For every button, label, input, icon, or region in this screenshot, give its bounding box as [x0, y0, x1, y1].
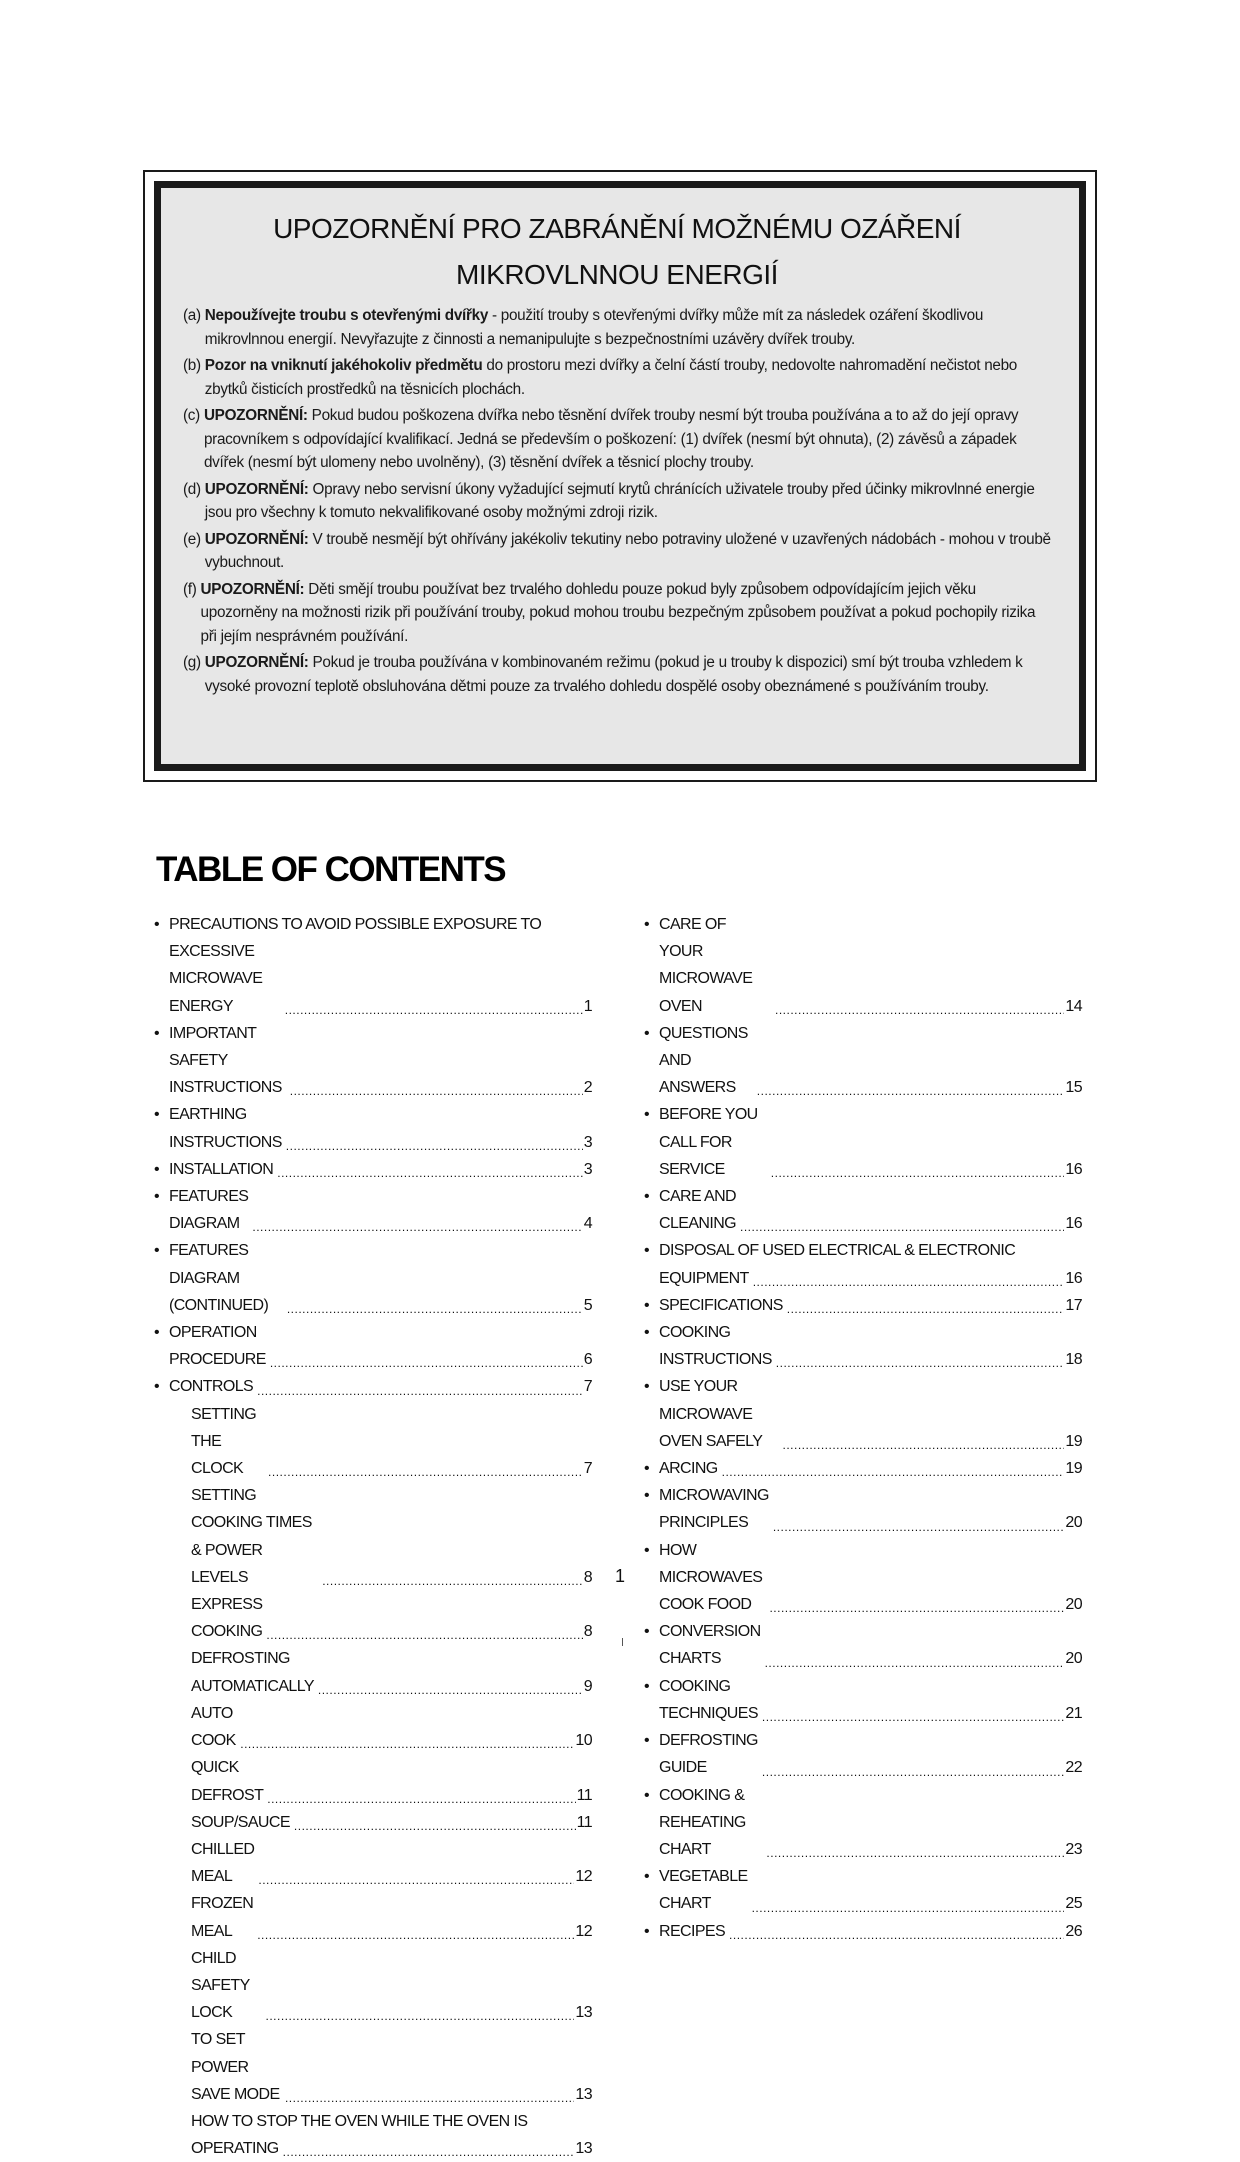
toc-entry-title: • HOW MICROWAVES COOK FOOD	[659, 1541, 763, 1614]
warning-item-marker: (c)	[183, 407, 200, 424]
toc-entry-title: • SPECIFICATIONS	[659, 1296, 783, 1314]
toc-leader-dots	[252, 1217, 582, 1237]
toc-entry-page: 3	[583, 1160, 592, 1178]
warning-item-body	[204, 404, 1051, 475]
toc-entry-title: DEFROSTING AUTOMATICALLY	[191, 1650, 314, 1695]
toc-entry-title: • COOKING TECHNIQUES	[659, 1677, 758, 1722]
toc-leader-dots	[775, 1000, 1064, 1020]
toc-entry[interactable]	[154, 1156, 592, 1183]
toc-entry-title: • COOKING INSTRUCTIONS	[659, 1324, 772, 1369]
toc-entry-title: • OPERATION PROCEDURE	[169, 1324, 266, 1369]
warning-title-line-2: MIKROVLNNOU ENERGIÍ	[456, 259, 778, 290]
toc-entry[interactable]	[154, 1754, 592, 1808]
toc-entry-page: 12	[575, 1868, 592, 1886]
warning-item-marker: (e)	[183, 530, 201, 548]
toc-entry-title: • FEATURES DIAGRAM	[169, 1188, 249, 1233]
toc-leader-dots	[757, 1081, 1065, 1101]
toc-entry-page: 17	[1065, 1296, 1082, 1314]
toc-leader-dots	[773, 1517, 1065, 1537]
warning-item-body	[205, 651, 1051, 698]
toc-heading: TABLE OF CONTENTS	[156, 850, 506, 889]
toc-entry-page: 14	[1065, 997, 1082, 1015]
warning-item-body	[201, 578, 1051, 649]
toc-entry-page: 12	[575, 1922, 592, 1940]
toc-entry[interactable]	[154, 1183, 592, 1237]
toc-entry-title: SETTING COOKING TIMES & POWER LEVELS	[191, 1487, 312, 1586]
warning-item-lead: UPOZORNĚNÍ:	[204, 654, 309, 671]
toc-right-column	[644, 911, 1082, 1945]
toc-entry-title: QUICK DEFROST	[191, 1759, 264, 1804]
toc-entry-title: EXCESSIVE MICROWAVE ENERGY	[169, 943, 263, 1015]
toc-leader-dots	[740, 1217, 1064, 1237]
toc-entry-title: • QUESTIONS AND ANSWERS	[659, 1024, 748, 1097]
warning-item-marker: (g)	[183, 654, 201, 671]
warning-item-text: do prostoru mezi dvířky a čelní částí trouby, nedovolte nahromadění nečistot nebo zbytků čisticích prostředků na těsnicích plochách.	[204, 357, 1018, 398]
warning-item-lead: UPOZORNĚNÍ:	[204, 530, 309, 548]
toc-entry[interactable]	[644, 1863, 1082, 1917]
toc-entry-page: 20	[1065, 1650, 1082, 1668]
toc-leader-dots	[285, 2088, 574, 2108]
toc-leader-dots	[783, 1435, 1065, 1455]
warning-item	[183, 578, 1051, 649]
toc-entry[interactable]	[644, 1618, 1082, 1672]
toc-leader-dots	[765, 1653, 1065, 1673]
toc-entry[interactable]	[154, 938, 592, 1020]
toc-entry-page: 7	[583, 1378, 592, 1396]
toc-leader-dots	[290, 1081, 583, 1101]
warning-title-line-1: UPOZORNĚNÍ PRO ZABRÁNĚNÍ MOŽNÉMU OZÁŘENÍ	[273, 213, 961, 244]
toc-leader-dots	[267, 1789, 575, 1809]
toc-entry-title: • DEFROSTING GUIDE	[659, 1732, 758, 1777]
toc-entry-page: 3	[583, 1133, 592, 1151]
toc-entry-page: 19	[1065, 1432, 1082, 1450]
toc-entry-page: 23	[1065, 1840, 1082, 1858]
toc-entry-title: EXPRESS COOKING	[191, 1596, 263, 1641]
toc-entry[interactable]	[154, 1890, 592, 1944]
toc-entry-title: • RECIPES	[659, 1922, 726, 1940]
toc-entry[interactable]	[154, 1020, 592, 1102]
toc-entry-page: 21	[1065, 1704, 1082, 1722]
toc-entry-title: • USE YOUR MICROWAVE OVEN SAFELY	[659, 1378, 763, 1450]
toc-entry-title: • CARE OF YOUR MICROWAVE OVEN	[659, 916, 753, 1015]
warning-item	[183, 354, 1051, 401]
toc-entry-page: 5	[583, 1296, 592, 1314]
warning-box-inner	[154, 181, 1086, 771]
toc-entry[interactable]	[154, 2135, 592, 2162]
toc-left-column	[154, 911, 592, 2162]
toc-entry[interactable]	[154, 1645, 592, 1699]
warning-item-lead: UPOZORNĚNÍ:	[203, 407, 308, 424]
toc-entry[interactable]	[644, 1918, 1082, 1945]
toc-entry[interactable]	[154, 911, 592, 938]
toc-leader-dots	[753, 1272, 1065, 1292]
toc-leader-dots	[265, 2006, 574, 2026]
warning-item-text: - použití trouby s otevřenými dvířky může mít za následek ozáření škodlivou mikrovlnnou energií. Nevyřazujte z činnosti a nemanipulujte s bezpečnostními uzávěry dvířek trouby.	[204, 307, 984, 348]
warning-item-marker: (a)	[183, 307, 201, 324]
toc-leader-dots	[257, 1925, 574, 1945]
warning-item	[183, 304, 1051, 351]
warning-item-text: V troubě nesmějí být ohřívány jakékoliv tekutiny nebo potraviny uložené v uzavřených nádobách - mohou v troubě vybuchnout.	[204, 530, 1051, 571]
toc-entry-page: 25	[1065, 1895, 1082, 1913]
toc-entry-page: 20	[1065, 1596, 1082, 1614]
toc-entry-page: 16	[1065, 1269, 1082, 1287]
toc-entry-page: 6	[583, 1351, 592, 1369]
warning-item-body	[205, 304, 1051, 351]
warning-item-lead: UPOZORNĚNÍ:	[200, 580, 305, 598]
toc-leader-dots	[752, 1898, 1065, 1918]
toc-entry-title: • ARCING	[659, 1460, 718, 1478]
toc-entry[interactable]	[644, 1319, 1082, 1373]
toc-leader-dots	[283, 2142, 575, 2162]
toc-entry-page: 26	[1065, 1922, 1082, 1940]
toc-entry-page: 4	[583, 1215, 592, 1233]
warning-item-text: Pokud je trouba používána v kombinovaném režimu (pokud je u trouby k dispozici) smí být trouba vzhledem k vysoké provozní teplotě obsluhována dětmi pouze za trvalého dohledu dospělé osoby obeznámené s používáním trouby.	[204, 654, 1023, 695]
toc-entry[interactable]	[154, 1101, 592, 1155]
toc-leader-dots	[771, 1163, 1065, 1183]
toc-entry-title: • DISPOSAL OF USED ELECTRICAL & ELECTRONIC	[659, 1242, 1016, 1260]
toc-entry-page: 8	[583, 1568, 592, 1586]
warning-item-lead: UPOZORNĚNÍ:	[204, 480, 309, 498]
toc-entry-page: 2	[583, 1079, 592, 1097]
toc-entry-page: 15	[1065, 1079, 1082, 1097]
toc-leader-dots	[318, 1680, 583, 1700]
toc-entry-page: 16	[1065, 1160, 1082, 1178]
toc-leader-dots	[257, 1381, 583, 1401]
toc-entry-title: EQUIPMENT	[659, 1269, 749, 1287]
warning-item-body	[205, 478, 1051, 525]
toc-entry-title: • COOKING & REHEATING CHART	[659, 1786, 746, 1858]
toc-entry-title: • INSTALLATION	[169, 1160, 274, 1178]
toc-entry[interactable]	[644, 1183, 1082, 1237]
toc-entry-title: CHILD SAFETY LOCK	[191, 1949, 250, 2022]
toc-entry-page: 11	[576, 1786, 592, 1804]
toc-entry-title: • IMPORTANT SAFETY INSTRUCTIONS	[169, 1024, 282, 1097]
toc-entry-title: • VEGETABLE CHART	[659, 1868, 748, 1913]
warning-item-lead: Pozor na vniknutí jakéhokoliv předmětu	[204, 357, 483, 374]
toc-entry-title: TO SET POWER SAVE MODE	[191, 2031, 280, 2103]
toc-entry-title: HOW TO STOP THE OVEN WHILE THE OVEN IS	[191, 2112, 528, 2130]
toc-leader-dots	[258, 1870, 574, 1890]
toc-entry[interactable]	[644, 1455, 1082, 1482]
toc-entry-page: 1	[583, 997, 592, 1015]
warning-item	[183, 651, 1051, 698]
toc-entry-title: • CONTROLS	[169, 1378, 254, 1396]
toc-leader-dots	[787, 1299, 1065, 1319]
toc-entry[interactable]	[154, 1809, 592, 1836]
toc-entry[interactable]	[154, 1319, 592, 1373]
toc-entry-title: • EARTHING INSTRUCTIONS	[169, 1106, 282, 1151]
toc-leader-dots	[287, 1299, 583, 1319]
toc-entry-page: 9	[583, 1677, 592, 1695]
toc-entry[interactable]	[154, 1700, 592, 1754]
toc-entry-page: 18	[1065, 1351, 1082, 1369]
warning-item-body	[205, 354, 1051, 401]
toc-entry-page: 13	[575, 2004, 592, 2022]
warning-item-text: Děti smějí troubu používat bez trvalého dohledu pouze pokud byly způsobem odpovídajícím jejich věku upozorněny na možnosti rizik při používání trouby, pokud mohou troubu bezpečným způsobem používat a pokud pochopily rizika při jejím nesprávném používání.	[200, 580, 1036, 645]
toc-entry[interactable]	[154, 2108, 592, 2135]
toc-entry[interactable]	[644, 911, 1082, 1020]
warning-box	[143, 170, 1097, 782]
toc-entry-page: 22	[1065, 1759, 1082, 1777]
warning-list	[183, 304, 1051, 698]
warning-item-lead: Nepoužívejte troubu s otevřenými dvířky	[204, 307, 489, 324]
toc-entry[interactable]	[154, 1591, 592, 1645]
toc-entry[interactable]	[154, 1836, 592, 1890]
toc-leader-dots	[268, 1462, 583, 1482]
toc-entry-title: • BEFORE YOU CALL FOR SERVICE	[659, 1106, 758, 1178]
toc-entry-page: 10	[575, 1732, 592, 1750]
toc-leader-dots	[285, 1000, 583, 1020]
toc-entry-title: • MICROWAVING PRINCIPLES	[659, 1487, 769, 1532]
warning-item-marker: (f)	[183, 580, 197, 598]
toc-entry[interactable]	[644, 1265, 1082, 1292]
toc-leader-dots	[277, 1163, 582, 1183]
toc-entry[interactable]	[644, 1782, 1082, 1864]
toc-entry-page: 8	[583, 1623, 592, 1641]
toc-entry-title: • CARE AND CLEANING	[659, 1188, 736, 1233]
toc-entry-title: • FEATURES DIAGRAM (CONTINUED)	[169, 1242, 269, 1314]
toc-entry[interactable]	[644, 1482, 1082, 1536]
toc-entry-title: • PRECAUTIONS TO AVOID POSSIBLE EXPOSURE TO	[169, 916, 542, 933]
page-number: 1	[614, 1566, 625, 1586]
toc-entry[interactable]	[154, 2026, 592, 2108]
toc-entry[interactable]	[644, 1373, 1082, 1455]
toc-entry-page: 11	[576, 1813, 592, 1831]
toc-entry-page: 16	[1065, 1215, 1082, 1233]
warning-item-text: Opravy nebo servisní úkony vyžadující sejmutí krytů chránících uživatele trouby před účinky mikrovlnné energie jsou pro všechny k tomuto nekvalifikované osoby možnými zdroji rizik.	[204, 480, 1035, 521]
warning-item-text: Pokud budou poškozena dvířka nebo těsnění dvířek trouby nesmí být trouba používána a to až do její opravy pracovníkem s odpovídající kvalifikací. Jedná se především o poškození: (1) dvířek (nesmí být ohnuta), (2) závěsů a západek dvířek (nesmí být ulomeny nebo uvolněny), (3) těsnění dvířek a těsnicí plochy trouby.	[203, 407, 1019, 471]
toc-entry[interactable]	[644, 1673, 1082, 1727]
toc-entry-page: 19	[1065, 1460, 1082, 1478]
toc-entry-title: • CONVERSION CHARTS	[659, 1623, 761, 1668]
warning-item-marker: (b)	[183, 357, 201, 374]
toc-entry-page: 20	[1065, 1514, 1082, 1532]
toc-leader-dots	[766, 1843, 1064, 1863]
toc-leader-dots	[722, 1462, 1065, 1482]
toc-entry[interactable]	[644, 1237, 1082, 1264]
toc-entry-page: 13	[575, 2085, 592, 2103]
toc-leader-dots	[240, 1734, 574, 1754]
toc-leader-dots	[266, 1625, 582, 1645]
warning-item-body	[205, 528, 1051, 575]
toc-entry-page: 7	[583, 1460, 592, 1478]
warning-title	[183, 206, 1051, 298]
toc-entry-title: SETTING THE CLOCK	[191, 1405, 257, 1478]
toc-leader-dots	[762, 1762, 1064, 1782]
print-tick-mark	[622, 1638, 623, 1646]
toc-entry-page: 13	[575, 2140, 592, 2158]
toc-entry[interactable]	[154, 1237, 592, 1319]
toc-entry[interactable]	[154, 1401, 592, 1483]
toc-entry[interactable]	[154, 1373, 592, 1400]
toc-entry[interactable]	[644, 1292, 1082, 1319]
toc-entry-title: AUTO COOK	[191, 1704, 236, 1750]
toc-leader-dots	[762, 1707, 1064, 1727]
warning-item	[183, 404, 1051, 475]
toc-entry-title: SOUP/SAUCE	[191, 1813, 290, 1831]
toc-entry[interactable]	[644, 1101, 1082, 1183]
toc-entry-title: OPERATING	[191, 2140, 279, 2158]
toc-leader-dots	[286, 1136, 583, 1156]
toc-leader-dots	[294, 1816, 576, 1836]
toc-entry-title: CHILLED MEAL	[191, 1840, 255, 1886]
toc-leader-dots	[769, 1598, 1064, 1618]
warning-item	[183, 478, 1051, 525]
toc-entry[interactable]	[644, 1727, 1082, 1781]
toc-leader-dots	[270, 1353, 583, 1373]
warning-item-marker: (d)	[183, 480, 201, 498]
toc-entry[interactable]	[154, 1945, 592, 2027]
warning-item	[183, 528, 1051, 575]
toc-entry[interactable]	[644, 1020, 1082, 1102]
toc-leader-dots	[729, 1925, 1064, 1945]
toc-entry-title: FROZEN MEAL	[191, 1895, 254, 1940]
toc-leader-dots	[776, 1353, 1065, 1373]
